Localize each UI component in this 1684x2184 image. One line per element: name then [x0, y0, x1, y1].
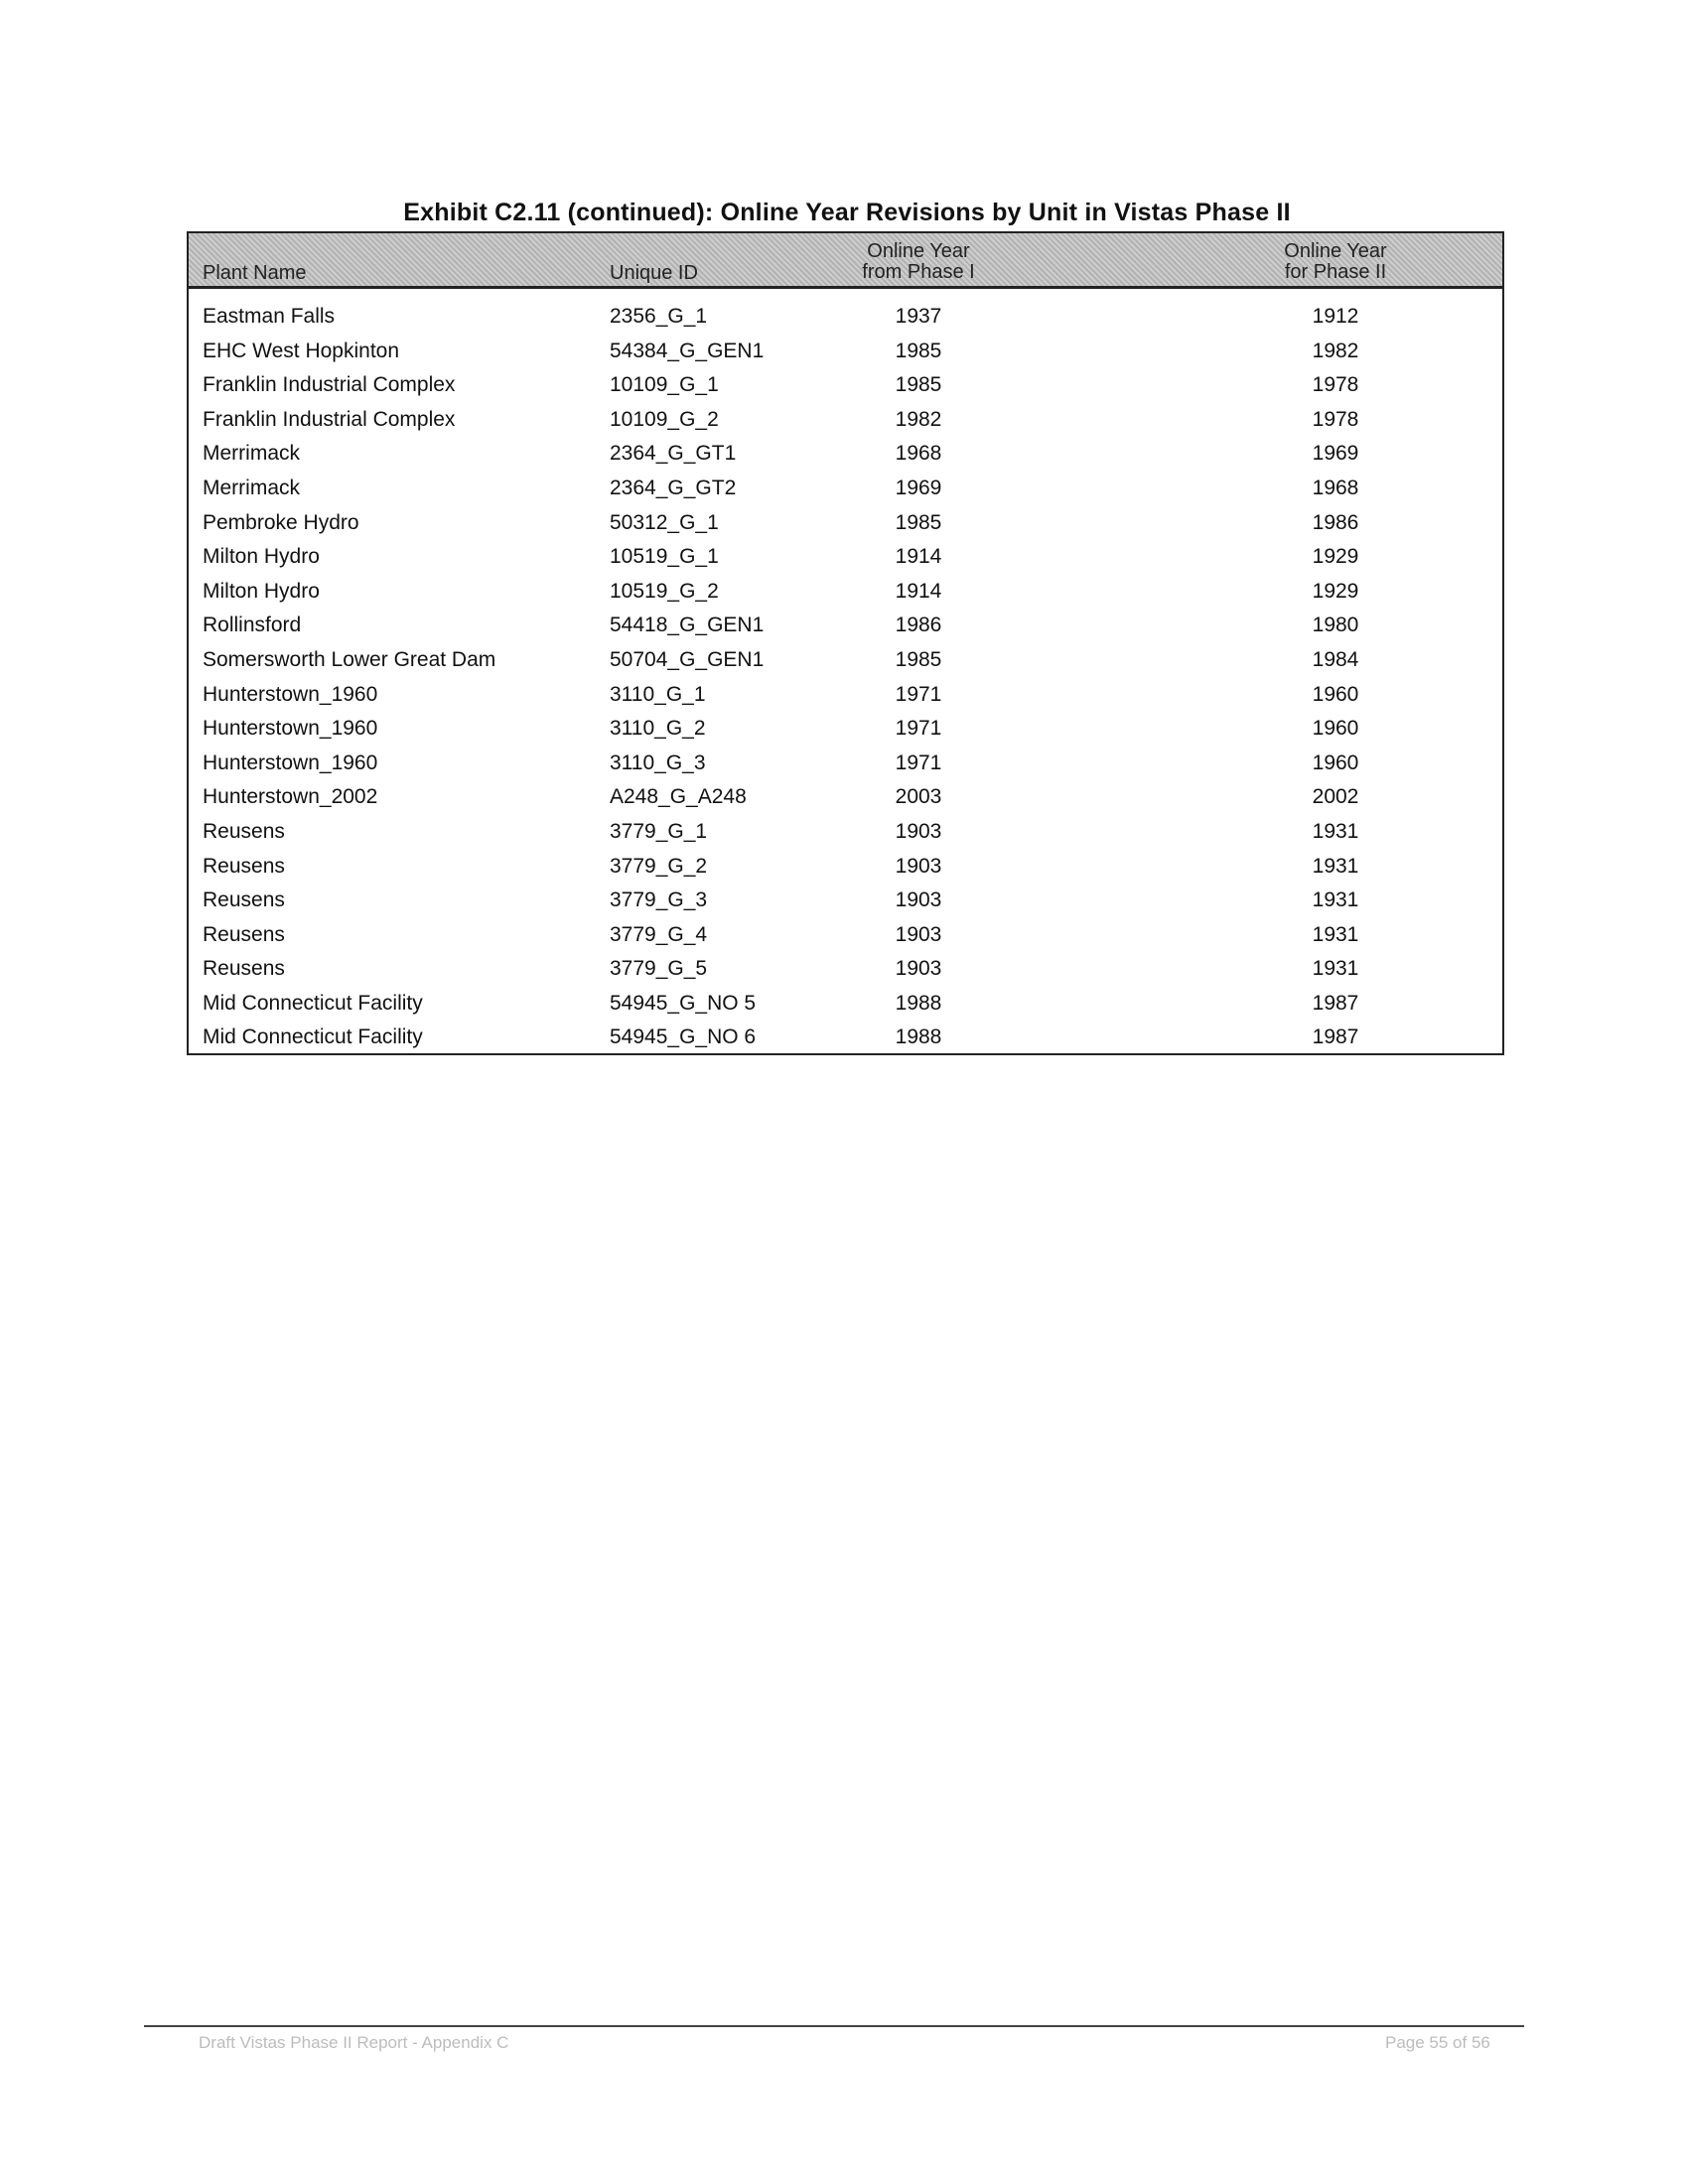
table-row — [189, 299, 1502, 334]
cell-unique-id: 2356_G_1 — [610, 305, 708, 328]
cell-online-year-phase1: 1982 — [895, 407, 942, 431]
cell-online-year-phase2: 1931 — [1312, 888, 1359, 912]
table-row — [189, 436, 1502, 471]
cell-online-year-phase1: 1914 — [895, 545, 942, 569]
cell-unique-id: 3779_G_5 — [610, 957, 708, 981]
cell-online-year-phase1: 1985 — [895, 647, 942, 671]
table-row — [189, 779, 1502, 814]
page-title: Exhibit C2.11 (continued): Online Year Revisions by Unit in Vistas Phase II — [403, 199, 1291, 226]
cell-online-year-phase1: 1903 — [895, 922, 942, 946]
cell-online-year-phase1: 1969 — [895, 476, 942, 499]
cell-online-year-phase2: 1960 — [1312, 682, 1359, 706]
table-row — [189, 367, 1502, 402]
cell-online-year-phase2: 1978 — [1312, 373, 1359, 397]
table-row — [189, 1020, 1502, 1054]
table-row — [189, 814, 1502, 849]
cell-unique-id: 2364_G_GT2 — [610, 476, 737, 499]
table-row — [189, 711, 1502, 746]
header-online-year-phase1 — [844, 241, 993, 283]
cell-online-year-phase2: 1980 — [1312, 614, 1359, 637]
table-row — [189, 402, 1502, 437]
cell-online-year-phase2: 1931 — [1312, 819, 1359, 843]
cell-plant-name: Milton Hydro — [203, 545, 320, 569]
footer-document-title: Draft Vistas Phase II Report - Appendix C — [199, 2033, 509, 2052]
cell-unique-id: 54945_G_NO 5 — [610, 991, 757, 1015]
cell-online-year-phase1: 1985 — [895, 339, 942, 362]
cell-online-year-phase2: 1931 — [1312, 957, 1359, 981]
table-row — [189, 951, 1502, 986]
header-phase1-line1: Online Year — [867, 240, 970, 262]
table-row — [189, 677, 1502, 712]
cell-unique-id: 50312_G_1 — [610, 510, 719, 534]
cell-online-year-phase2: 1978 — [1312, 407, 1359, 431]
cell-plant-name: Hunterstown_1960 — [203, 717, 378, 741]
cell-unique-id: 10109_G_2 — [610, 407, 719, 431]
cell-plant-name: Mid Connecticut Facility — [203, 991, 423, 1015]
cell-plant-name: Reusens — [203, 922, 285, 946]
header-unique-id: Unique ID — [610, 262, 698, 284]
header-online-year-phase2 — [1261, 241, 1410, 283]
cell-online-year-phase2: 1968 — [1312, 476, 1359, 499]
cell-unique-id: 10109_G_1 — [610, 373, 719, 397]
table-row — [189, 608, 1502, 642]
cell-unique-id: 2364_G_GT1 — [610, 442, 737, 466]
cell-online-year-phase2: 1982 — [1312, 339, 1359, 362]
cell-online-year-phase2: 1984 — [1312, 647, 1359, 671]
cell-unique-id: 3779_G_1 — [610, 819, 708, 843]
cell-unique-id: 3110_G_1 — [610, 682, 706, 706]
header-phase2-line2: for Phase II — [1284, 261, 1387, 283]
cell-unique-id: 54384_G_GEN1 — [610, 339, 765, 362]
table-row — [189, 539, 1502, 574]
cell-online-year-phase1: 1937 — [895, 305, 942, 328]
cell-plant-name: Eastman Falls — [203, 305, 336, 328]
cell-online-year-phase1: 1903 — [895, 819, 942, 843]
cell-online-year-phase1: 1968 — [895, 442, 942, 466]
cell-unique-id: 54418_G_GEN1 — [610, 614, 765, 637]
table-row — [189, 471, 1502, 505]
cell-unique-id: 10519_G_1 — [610, 545, 719, 569]
table-row — [189, 642, 1502, 677]
cell-online-year-phase1: 1903 — [895, 888, 942, 912]
cell-unique-id: 3110_G_2 — [610, 717, 706, 741]
cell-plant-name: Reusens — [203, 819, 285, 843]
cell-online-year-phase2: 1912 — [1312, 305, 1359, 328]
cell-online-year-phase1: 1903 — [895, 957, 942, 981]
footer-divider — [144, 2025, 1524, 2027]
table-header — [189, 233, 1502, 289]
cell-online-year-phase1: 1914 — [895, 579, 942, 603]
table-row — [189, 505, 1502, 540]
cell-plant-name: Merrimack — [203, 442, 300, 466]
cell-plant-name: Somersworth Lower Great Dam — [203, 647, 496, 671]
cell-plant-name: Reusens — [203, 854, 285, 878]
cell-plant-name: Mid Connecticut Facility — [203, 1025, 423, 1049]
cell-online-year-phase2: 1931 — [1312, 854, 1359, 878]
cell-plant-name: Franklin Industrial Complex — [203, 407, 456, 431]
cell-online-year-phase2: 2002 — [1312, 785, 1359, 809]
cell-plant-name: Hunterstown_2002 — [203, 785, 378, 809]
table-body — [189, 299, 1502, 1054]
header-phase2-line1: Online Year — [1284, 240, 1387, 262]
cell-online-year-phase2: 1969 — [1312, 442, 1359, 466]
table-row — [189, 849, 1502, 884]
cell-plant-name: Hunterstown_1960 — [203, 682, 378, 706]
cell-online-year-phase2: 1986 — [1312, 510, 1359, 534]
cell-online-year-phase1: 1971 — [895, 717, 942, 741]
cell-online-year-phase2: 1987 — [1312, 991, 1359, 1015]
header-plant-name: Plant Name — [203, 262, 307, 284]
table-row — [189, 334, 1502, 368]
cell-unique-id: 50704_G_GEN1 — [610, 647, 765, 671]
table-row — [189, 574, 1502, 609]
cell-plant-name: Franklin Industrial Complex — [203, 373, 456, 397]
footer-page-number: Page 55 of 56 — [1385, 2033, 1490, 2052]
cell-online-year-phase1: 1971 — [895, 682, 942, 706]
header-phase1-line2: from Phase I — [862, 261, 975, 283]
revisions-table — [187, 231, 1504, 1055]
cell-plant-name: Reusens — [203, 888, 285, 912]
cell-online-year-phase1: 1985 — [895, 373, 942, 397]
cell-unique-id: 10519_G_2 — [610, 579, 719, 603]
cell-unique-id: 3779_G_2 — [610, 854, 708, 878]
cell-unique-id: 3779_G_4 — [610, 922, 708, 946]
table-row — [189, 746, 1502, 780]
table-row — [189, 883, 1502, 917]
cell-online-year-phase2: 1960 — [1312, 717, 1359, 741]
cell-online-year-phase2: 1931 — [1312, 922, 1359, 946]
cell-plant-name: Hunterstown_1960 — [203, 751, 378, 774]
cell-unique-id: 3110_G_3 — [610, 751, 706, 774]
cell-online-year-phase2: 1960 — [1312, 751, 1359, 774]
cell-unique-id: A248_G_A248 — [610, 785, 747, 809]
cell-online-year-phase1: 1988 — [895, 1025, 942, 1049]
cell-plant-name: EHC West Hopkinton — [203, 339, 400, 362]
table-row — [189, 917, 1502, 952]
cell-online-year-phase2: 1929 — [1312, 579, 1359, 603]
cell-plant-name: Reusens — [203, 957, 285, 981]
cell-online-year-phase1: 1903 — [895, 854, 942, 878]
cell-plant-name: Pembroke Hydro — [203, 510, 359, 534]
cell-online-year-phase1: 2003 — [895, 785, 942, 809]
cell-online-year-phase1: 1986 — [895, 614, 942, 637]
cell-unique-id: 54945_G_NO 6 — [610, 1025, 757, 1049]
cell-online-year-phase2: 1929 — [1312, 545, 1359, 569]
cell-plant-name: Merrimack — [203, 476, 300, 499]
cell-plant-name: Rollinsford — [203, 614, 302, 637]
cell-plant-name: Milton Hydro — [203, 579, 320, 603]
cell-online-year-phase1: 1985 — [895, 510, 942, 534]
cell-online-year-phase1: 1988 — [895, 991, 942, 1015]
cell-online-year-phase1: 1971 — [895, 751, 942, 774]
table-row — [189, 986, 1502, 1021]
cell-unique-id: 3779_G_3 — [610, 888, 708, 912]
cell-online-year-phase2: 1987 — [1312, 1025, 1359, 1049]
